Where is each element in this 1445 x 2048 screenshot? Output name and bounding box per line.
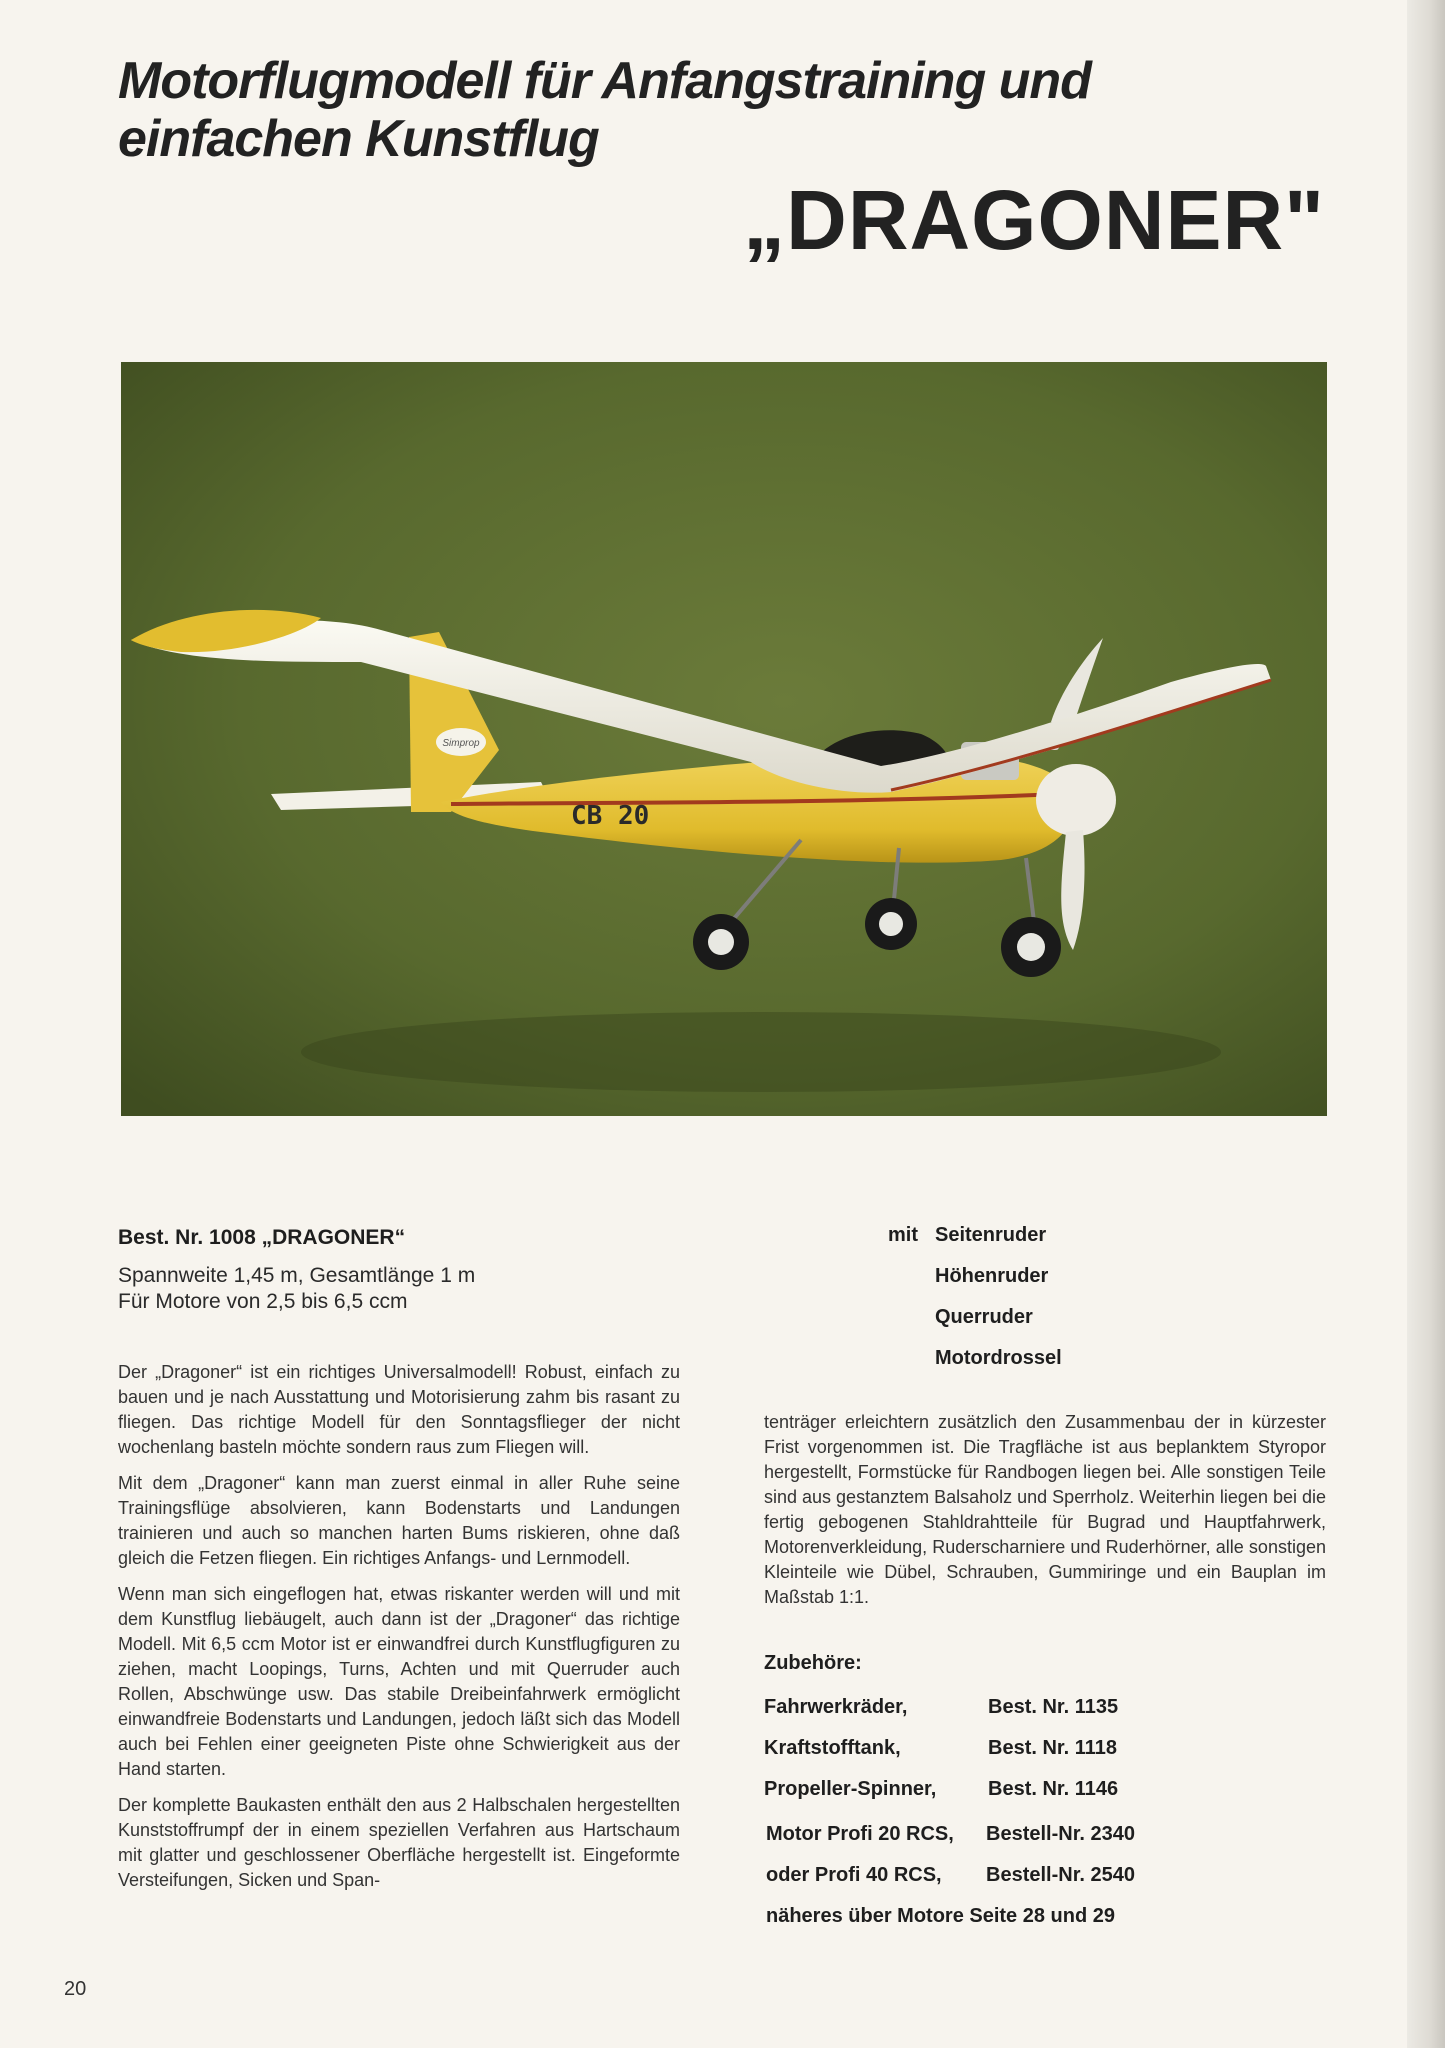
paragraph: Der „Dragoner“ ist ein richtiges Universalmodell! Robust, einfach zu bauen und je nach Ausstattung und Motorisierung zahm bis rasant zu fliegen. Das richtige Modell für den Sonntagsflieger der nicht wochenlang basteln möchte sondern raus zum Fliegen will. (118, 1362, 680, 1457)
accessory-name: Fahrwerkräder, (764, 1696, 908, 1718)
control-item: Seitenruder (935, 1224, 1047, 1246)
paragraph: Mit dem „Dragoner“ kann man zuerst einmal in aller Ruhe seine Trainingsflüge absolvieren, kann Bodenstarts und Landungen trainieren und auch so manchen harten Bums riskieren, ohne daß gleich die Fetzen fliegen. Ein richtiges Anfangs- und Lernmodell. (118, 1473, 680, 1568)
airplane-photo-svg (121, 362, 1327, 1116)
motor-order: Bestell-Nr. 2340 (986, 1823, 1135, 1845)
motor-name: Motor Profi 20 RCS, (766, 1823, 954, 1845)
page-title: Motorflugmodell für Anfangstraining und einfachen Kunstflug (118, 52, 1091, 168)
controls-prefix: mit (888, 1224, 918, 1246)
accessory-order: Best. Nr. 1146 (988, 1778, 1119, 1800)
spec-engine-range: Für Motore von 2,5 bis 6,5 ccm (118, 1290, 408, 1313)
tail-logo: Simprop (442, 738, 480, 749)
control-item: Querruder (935, 1306, 1033, 1328)
paragraph: tenträger erleichtern zusätzlich den Zusammenbau der in kürzester Frist vorgenommen ist. Die Tragfläche ist aus beplanktem Styropor hergestellt, Formstücke für Randbogen liegen bei. Alle sonstigen Teile sind aus gestanztem Balsaholz und Sperrholz. Weiterhin liegen bei die fertig gebogenen Stahldrahtteile für Bugrad und Hauptfahrwerk, Motorenverkleidung, Ruderscharniere und Ruderhörner, alle sonstigen Kleinteile wie Dübel, Schrauben, Gummiringe und ein Bauplan im Maßstab 1:1. (764, 1412, 1326, 1607)
product-photo (121, 362, 1327, 1116)
control-item: Motordrossel (935, 1347, 1062, 1369)
floor-shadow (301, 1012, 1221, 1092)
spec-dimensions: Spannweite 1,45 m, Gesamtlänge 1 m (118, 1264, 476, 1287)
accessory-order: Best. Nr. 1118 (988, 1737, 1117, 1759)
accessory-name: Kraftstofftank, (764, 1737, 901, 1759)
order-heading: Best. Nr. 1008 „DRAGONER“ (118, 1226, 406, 1249)
spinner (1036, 764, 1116, 836)
page-number: 20 (64, 1978, 87, 2000)
control-item: Höhenruder (935, 1265, 1049, 1287)
body-text-left (118, 1360, 680, 1904)
body-text-right (764, 1410, 1326, 1621)
page-gutter (1407, 0, 1445, 2048)
paragraph: Der komplette Baukasten enthält den aus 2 Halbschalen hergestellten Kunststoffrumpf der in einem speziellen Verfahren aus Hartschaum mit glatter und geschlossener Oberfläche hergestellt ist. Eingeformte Versteifungen, Sicken und Span- (118, 1795, 680, 1890)
fuselage-lettering: CB 20 (571, 801, 650, 831)
accessory-order: Best. Nr. 1135 (988, 1696, 1119, 1718)
motor-order: Bestell-Nr. 2540 (986, 1864, 1135, 1886)
paragraph: Wenn man sich eingeflogen hat, etwas riskanter werden will und mit dem Kunstflug liebäugelt, auch dann ist der „Dragoner“ das richtige Modell. Mit 6,5 ccm Motor ist er einwandfrei durch Kunstflugfiguren zu ziehen, macht Loopings, Turns, Achten und mit Querruder auch Rollen, Abschwünge usw. Das stabile Dreibeinfahrwerk ermöglicht einwandfreie Bodenstarts und Landungen, jedoch läßt sich das Modell auch bei Fehlen einer geeigneten Piste ohne Schwierigkeit aus der Hand starten. (118, 1584, 680, 1779)
accessory-name: Propeller-Spinner, (764, 1778, 937, 1800)
accessories-title: Zubehöre: (764, 1652, 862, 1674)
motor-note-text: näheres über Motore Seite 28 und 29 (766, 1905, 1115, 1927)
product-name: „DRAGONER" (743, 173, 1325, 267)
motor-name: oder Profi 40 RCS, (766, 1864, 942, 1886)
